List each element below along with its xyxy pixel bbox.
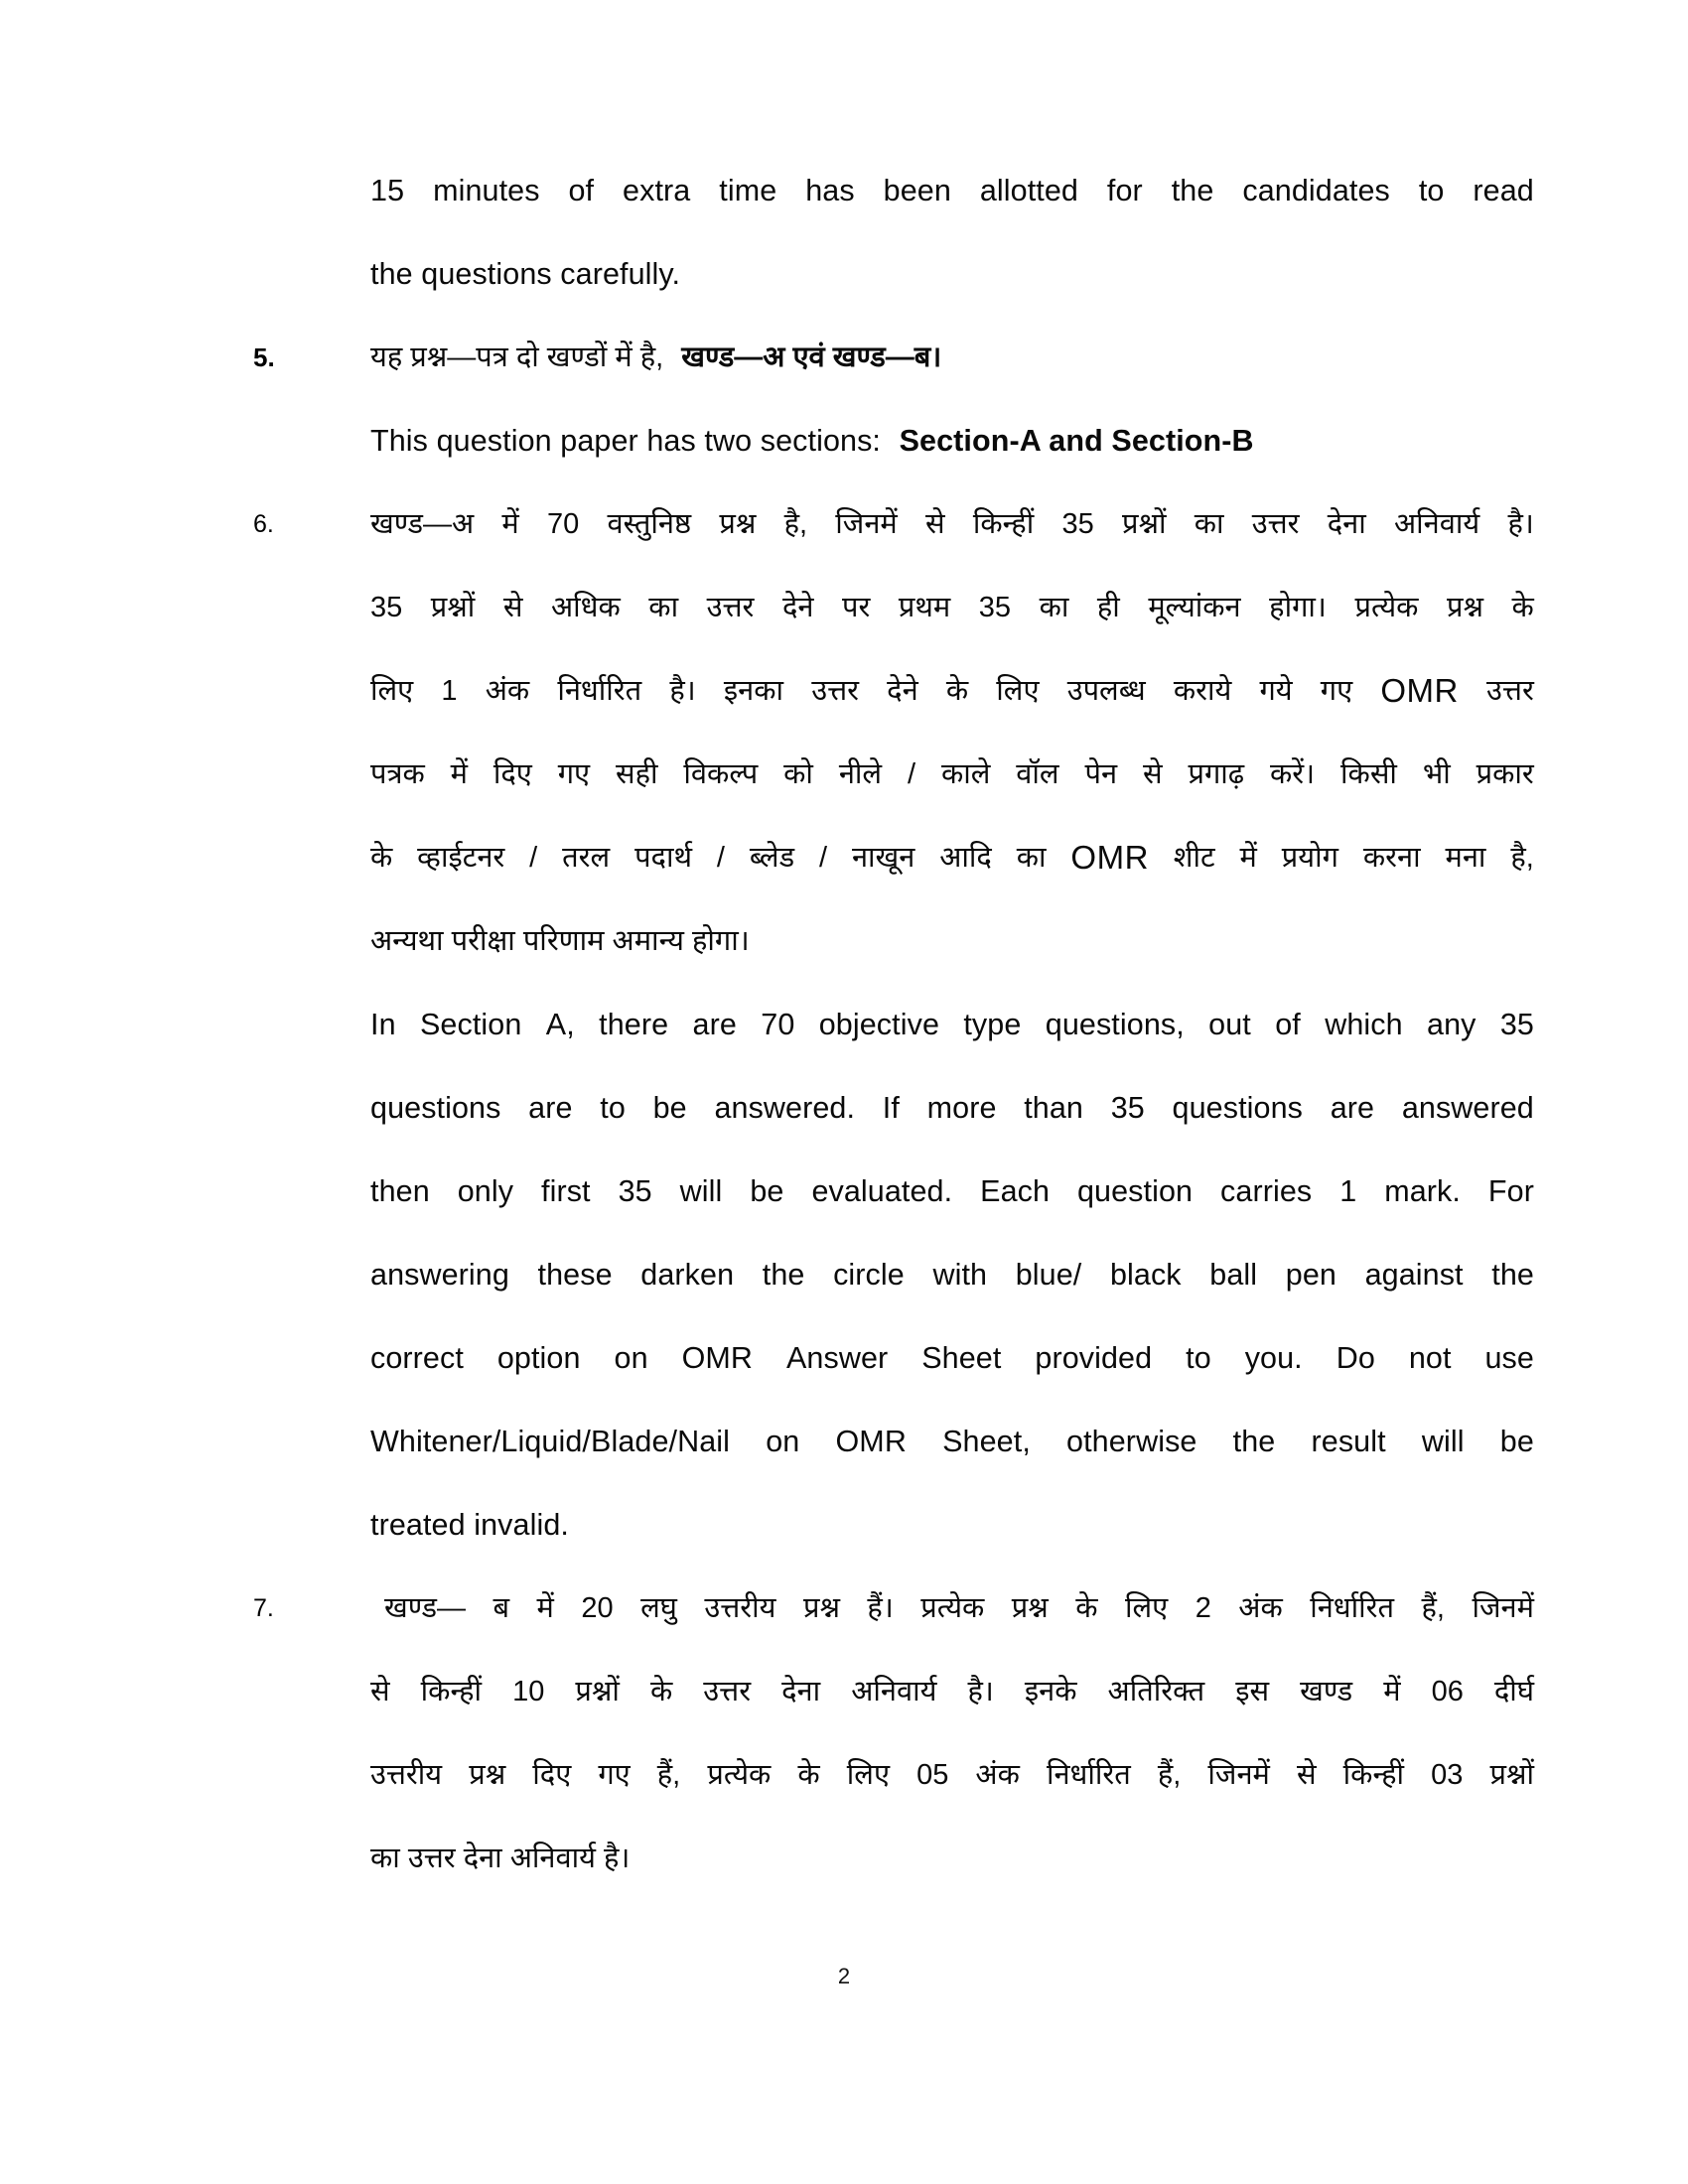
word: 05 [916,1759,949,1791]
word: 06 [1431,1676,1464,1707]
word: 10 [512,1676,545,1707]
page-number: 2 [837,1964,851,1988]
item-7-number: 7. [253,1594,274,1622]
word: the [1491,1258,1534,1292]
word: देना [781,1676,821,1707]
word: question [1076,1174,1194,1208]
word: pen [1285,1258,1336,1292]
word: काले [940,758,991,790]
word: हैं, [1157,1759,1182,1791]
word: mark. [1384,1174,1461,1208]
item-5-english-bold: Section-A and Section-B [899,424,1254,458]
word: से [370,1676,390,1707]
word: ball [1209,1258,1258,1292]
word: प्रश्न [1447,592,1484,623]
word: दिए [532,1759,572,1791]
item-5-hindi-line [370,316,1534,399]
word: का [1016,842,1047,874]
item-5-hindi-normal: यह प्रश्न—पत्र दो खण्डों में है, [370,341,664,373]
word: में [536,1592,554,1624]
word: सही [616,758,658,790]
word: darken [640,1258,735,1292]
word: अंक [485,675,530,707]
word: Section [419,1008,522,1041]
slash: / [529,842,538,874]
word: पत्रक [370,758,425,790]
word: अंक [1238,1592,1283,1624]
word: लिए [1125,1592,1169,1624]
word: मूल्यांकन [1148,592,1241,623]
word: अनिवार्य [1394,508,1480,540]
word: 1 [1339,1174,1357,1208]
intro-paragraph [253,149,1534,316]
page-content [253,149,1534,1900]
word: which [1325,1008,1403,1041]
word: जिनमें [835,508,898,540]
word: विकल्प [683,758,759,790]
word: पेन [1084,758,1118,790]
word: व्हाईटनर [417,842,505,874]
word: only [457,1174,514,1208]
word: नाखून [851,842,915,874]
word: प्रकार [1476,758,1534,790]
item-6-hindi-line-2 [370,566,1534,649]
instruction-item-5 [253,316,1534,482]
item-7-row [253,1567,1534,1900]
word: be [750,1174,784,1208]
item-6-hindi-line-5 [370,816,1534,899]
word: has [805,174,855,207]
word: में [450,758,468,790]
word: कराये [1173,675,1232,707]
word: वस्तुनिष्ठ [607,508,692,540]
word: are [692,1008,737,1041]
word: answered [1401,1091,1534,1125]
word: type [963,1008,1022,1041]
word: answering [370,1258,509,1292]
word: लिए [996,675,1040,707]
item-6-hindi-line-1 [370,482,1534,566]
word: Do [1336,1341,1375,1375]
item-7-hindi-line-2 [370,1650,1534,1733]
word: If [882,1091,900,1125]
word: का [648,592,679,623]
word: of [568,174,595,207]
word: मना [1445,842,1486,874]
word: blue/ [1015,1258,1082,1292]
word: तरल [562,842,611,874]
word: allotted [979,174,1078,207]
word: ही [1096,592,1120,623]
word: हैं, [656,1759,681,1791]
word: For [1487,1174,1534,1208]
word: with [932,1258,988,1292]
word: any [1427,1008,1477,1041]
word: किन्हीं [1342,1759,1405,1791]
word: भी [1422,758,1451,790]
word: for [1106,174,1143,207]
word: OMR [835,1425,907,1458]
word: उत्तर [1486,675,1534,707]
word: उत्तर [703,1676,752,1707]
item-6-english-line-5 [370,1316,1534,1400]
item-6-hindi-line-4 [370,733,1534,816]
word: पदार्थ [634,842,692,874]
word: लघु [640,1592,677,1624]
word: में [501,508,519,540]
intro-row [253,149,1534,316]
word: के [797,1759,820,1791]
word: से [925,508,945,540]
slash: / [818,842,828,874]
word: be [652,1091,687,1125]
word: प्रश्न [469,1759,506,1791]
word: जिनमें [1207,1759,1270,1791]
item-6-hindi-line-6: अन्यथा परीक्षा परिणाम अमान्य होगा। [370,925,750,957]
word: not [1408,1341,1452,1375]
word: होगा। [1269,592,1327,623]
word: उत्तर [811,675,859,707]
word: प्रत्येक [1354,592,1419,623]
word: में [1383,1676,1401,1707]
word: के [370,842,393,874]
word: है। [967,1676,994,1707]
word: हैं, [1421,1592,1445,1624]
word: लिए [846,1759,890,1791]
word: नीले [838,758,883,790]
item-6-english-line-4 [370,1233,1534,1316]
word: दीर्घ [1493,1676,1534,1707]
word: been [883,174,951,207]
word: 1 [441,675,458,707]
word: प्रश्नों [1121,508,1167,540]
item-5-hindi-bold: खण्ड—अ एवं खण्ड—ब। [681,341,942,373]
word: है। [1507,508,1534,540]
word: 35 [1061,508,1094,540]
word: 2 [1195,1592,1211,1624]
word: हैं। [867,1592,894,1624]
slash: / [716,842,725,874]
word: इस [1235,1676,1270,1707]
word: के [945,675,969,707]
word: 15 [370,174,405,207]
word: Sheet [921,1341,1002,1375]
word: time [719,174,777,207]
word: अतिरिक्त [1107,1676,1205,1707]
word: Whitener/Liquid/Blade/Nail [370,1425,731,1458]
word: In [370,1008,396,1041]
word: against [1364,1258,1464,1292]
word: minutes [433,174,540,207]
word: खण्ड— [384,1592,467,1624]
word: the [762,1258,805,1292]
word: निर्धारित [557,675,642,707]
word: इनका [723,675,784,707]
slash: / [907,758,916,790]
word: 35 [1110,1091,1145,1125]
word: carries [1220,1174,1313,1208]
word: उत्तर [1251,508,1300,540]
word: प्रश्नों [1489,1759,1534,1791]
word: result [1311,1425,1386,1458]
word: प्रश्नों [430,592,476,623]
item-6-row [253,482,1534,1567]
word: on [766,1425,800,1458]
word: गये [1259,675,1293,707]
word: 70 [761,1008,795,1041]
word: का [1039,592,1069,623]
word: 35 [978,592,1012,623]
word: अंक [975,1759,1020,1791]
word: का [1194,508,1224,540]
word: the [1232,1425,1276,1458]
word: प्रत्येक [920,1592,985,1624]
word: use [1484,1341,1534,1375]
intro-line-1 [370,149,1534,232]
item-7-hindi-line-1 [370,1567,1534,1650]
word: अनिवार्य [851,1676,937,1707]
item-5-english-normal: This question paper has two sections: [370,424,882,458]
word: candidates [1242,174,1390,207]
word: प्रथम [898,592,951,623]
word: Sheet, [942,1425,1031,1458]
word: there [599,1008,669,1041]
word: Each [980,1174,1051,1208]
word: provided [1035,1341,1153,1375]
word: उत्तरीय [370,1759,443,1791]
word: are [528,1091,573,1125]
word: उपलब्ध [1066,675,1146,707]
word: आदि [939,842,992,874]
word: are [1330,1091,1375,1125]
word: में [1239,842,1257,874]
word: देने [781,592,814,623]
word: प्रत्येक [707,1759,772,1791]
word: you. [1244,1341,1303,1375]
word: गए [1320,675,1353,707]
word: questions [1172,1091,1304,1125]
word: on [614,1341,648,1375]
word: 35 [618,1174,652,1208]
word: करना [1362,842,1421,874]
word: प्रगाढ़ [1188,758,1245,790]
item-7-hindi-line-4: का उत्तर देना अनिवार्य है। [370,1843,631,1874]
word: किन्हीं [972,508,1035,540]
word: वॉल [1016,758,1059,790]
word: है, [1510,842,1534,874]
item-7-hindi-line-3 [370,1733,1534,1817]
word: से [1296,1759,1317,1791]
word: objective [818,1008,940,1041]
word: questions [370,1091,501,1125]
word: के [649,1676,673,1707]
word: extra [623,174,691,207]
word: गए [598,1759,631,1791]
word: के [1075,1592,1098,1624]
word: लिए [370,675,414,707]
word: खण्ड [1300,1676,1353,1707]
word: circle [833,1258,905,1292]
word: correct [370,1341,464,1375]
word: otherwise [1066,1425,1197,1458]
item-6-english-line-1 [370,983,1534,1066]
item-5-body [370,316,1534,482]
word: out [1208,1008,1251,1041]
word: इनके [1024,1676,1077,1707]
word: पर [841,592,871,623]
word: then [370,1174,430,1208]
word: 35 [1499,1008,1534,1041]
item-6-english-line-6 [370,1400,1534,1483]
item-6-english-line-2 [370,1066,1534,1150]
item-6-body [370,482,1534,1567]
word: to [1418,174,1445,207]
word: 70 [546,508,580,540]
word: 20 [581,1592,614,1624]
word: से [1142,758,1163,790]
omr-label: OMR [1380,672,1459,709]
word: of [1275,1008,1301,1041]
word: खण्ड—अ [370,508,475,540]
word: जिनमें [1472,1592,1534,1624]
word: गए [557,758,591,790]
omr-label: OMR [1070,839,1149,876]
word: these [537,1258,613,1292]
word: will [1421,1425,1465,1458]
word: को [783,758,813,790]
word: OMR [681,1341,754,1375]
word: प्रश्न [802,1592,840,1624]
word: देना [1327,508,1366,540]
instruction-item-7 [253,1567,1534,1900]
word: will [679,1174,723,1208]
word: है, [783,508,808,540]
word: प्रश्न [719,508,757,540]
word: to [600,1091,626,1125]
word: दिए [492,758,532,790]
word: है। [669,675,696,707]
word: ब्लेड [749,842,795,874]
word: प्रश्नों [575,1676,620,1707]
word: करें। [1270,758,1316,790]
word: के [1511,592,1534,623]
word: black [1109,1258,1182,1292]
item-5-english-line [370,399,1534,482]
word: than [1024,1091,1083,1125]
word: Answer [785,1341,889,1375]
word: निर्धारित [1046,1759,1131,1791]
word: read [1473,174,1534,207]
word: answered. [714,1091,856,1125]
word: किन्हीं [420,1676,483,1707]
word: किसी [1340,758,1397,790]
word: निर्धारित [1310,1592,1395,1624]
item-6-hindi-line-3 [370,649,1534,733]
item-5-row [253,316,1534,482]
item-5-number: 5. [253,342,275,372]
word: उत्तरीय [704,1592,776,1624]
word: the [1171,174,1214,207]
word: evaluated. [811,1174,953,1208]
word: प्रश्न [1011,1592,1049,1624]
item-6-english-line-7: treated invalid. [370,1508,569,1542]
word: A, [545,1008,575,1041]
item-6-number: 6. [253,510,274,538]
word: 35 [370,592,403,623]
word: ब [492,1592,510,1624]
word: questions, [1045,1008,1185,1041]
word: से [502,592,523,623]
item-6-english-line-3 [370,1150,1534,1233]
word: 03 [1431,1759,1464,1791]
word: option [496,1341,581,1375]
intro-line-2: the questions carefully. [370,257,681,291]
word: be [1499,1425,1534,1458]
word: first [541,1174,591,1208]
intro-body [370,149,1534,316]
word: देने [887,675,918,707]
instruction-item-6 [253,482,1534,1567]
word: अधिक [550,592,621,623]
word: more [926,1091,997,1125]
word: to [1186,1341,1211,1375]
item-7-body [370,1567,1534,1900]
word: शीट [1173,842,1215,874]
word: प्रयोग [1281,842,1338,874]
word: उत्तर [706,592,755,623]
